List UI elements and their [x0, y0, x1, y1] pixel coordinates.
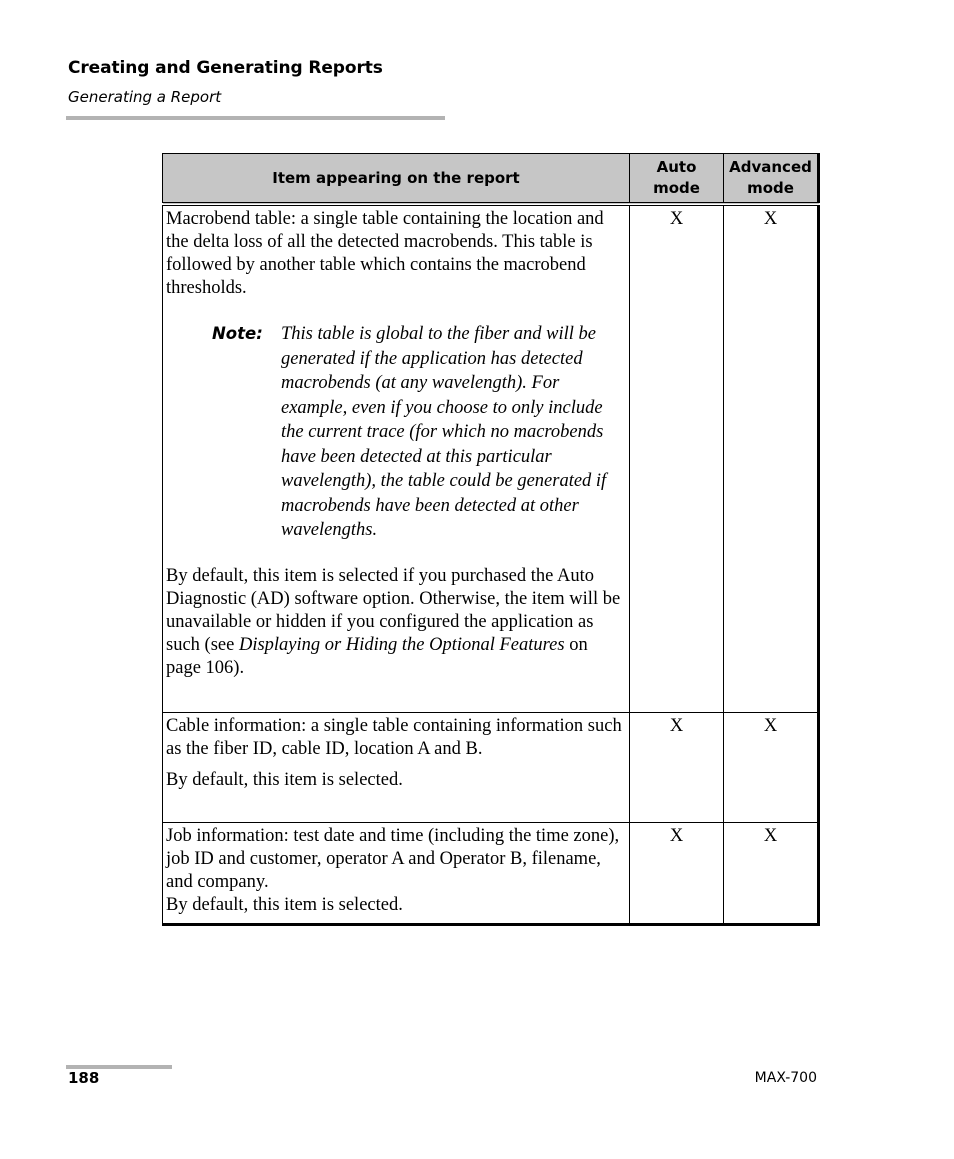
- advanced-mode-mark: X: [724, 204, 819, 713]
- note-label: Note:: [212, 324, 263, 343]
- item-text: Macrobend table: a single table containing the location and the delta loss of all the detected macrobends. This table is followed by another table which contains the macrobend thresholds.: [166, 209, 604, 298]
- default-text-tail: on page 106).: [166, 634, 588, 678]
- table-row-job-information: [163, 823, 819, 925]
- document-name: MAX-700: [754, 1070, 817, 1086]
- cross-reference-link[interactable]: Displaying or Hiding the Optional Features: [238, 634, 565, 655]
- item-text: Cable information: a single table containing information such as the fiber ID, cable ID, location A and B.: [166, 716, 622, 759]
- advanced-mode-mark: X: [724, 713, 819, 823]
- item-description: [163, 204, 630, 713]
- chapter-title: Creating and Generating Reports: [68, 58, 383, 78]
- note-block: [166, 322, 626, 543]
- page-number: 188: [68, 1069, 100, 1087]
- auto-mode-mark: X: [630, 823, 724, 925]
- item-description: [163, 713, 630, 823]
- note-text: This table is global to the fiber and will be generated if the application has detected macrobends (at any wavelength). For example, even if you choose to only include the current trace (for which no macrobends have been detected at this particular wavelength), the table could be generated if macrobends have been detected at other wavelengths.: [281, 324, 607, 540]
- auto-mode-mark: X: [630, 713, 724, 823]
- section-subtitle: Generating a Report: [68, 88, 222, 106]
- header-rule: [66, 116, 445, 120]
- column-header-auto-mode: Auto mode: [630, 154, 724, 205]
- item-default-text: By default, this item is selected.: [166, 895, 403, 915]
- table-header-row: [163, 154, 819, 205]
- column-header-item: Item appearing on the report: [163, 154, 630, 205]
- table-row-cable-information: [163, 713, 819, 823]
- item-text: Job information: test date and time (including the time zone), job ID and customer, operator A and Operator B, filename, and company.: [166, 826, 620, 892]
- report-items-table: [162, 153, 820, 926]
- auto-mode-mark: X: [630, 204, 724, 713]
- default-text-lead: By default, this item is selected if you purchased the Auto Diagnostic (AD) software option. Otherwise, the item will be unavailable or hidden if you configured the application as such (see: [166, 565, 621, 655]
- table-row-macrobend: [163, 204, 819, 713]
- item-default-text: [166, 565, 626, 680]
- advanced-mode-mark: X: [724, 823, 819, 925]
- item-default-text: By default, this item is selected.: [166, 770, 403, 790]
- item-description: [163, 823, 630, 925]
- column-header-advanced-mode: Advanced mode: [724, 154, 819, 205]
